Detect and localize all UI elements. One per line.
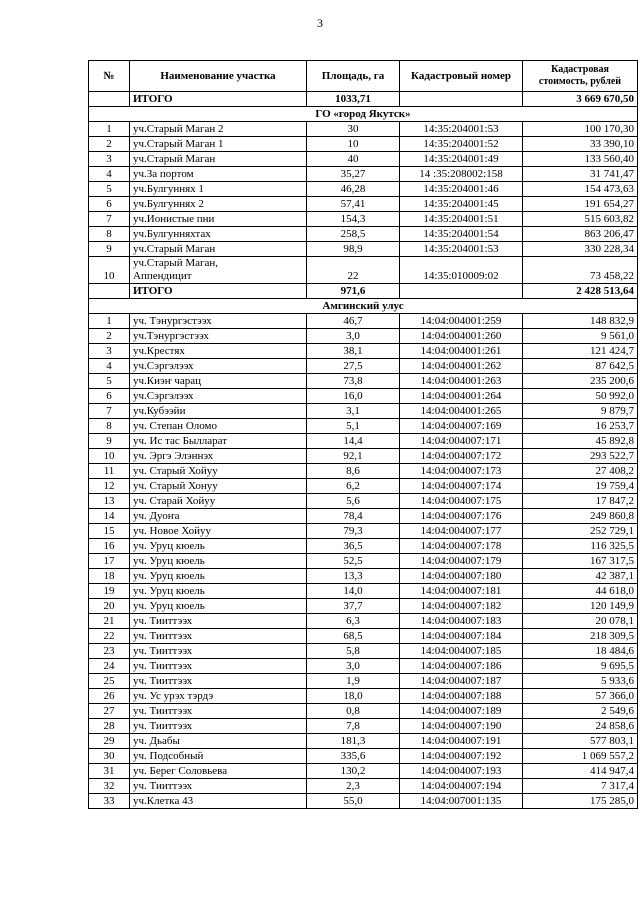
table-row	[89, 554, 638, 569]
cadastral-cost: 330 228,34	[523, 242, 638, 257]
cadastral-cost: 863 206,47	[523, 227, 638, 242]
header-name: Наименование участка	[130, 61, 307, 92]
cadastral-number: 14:04:004007:194	[400, 779, 523, 794]
cadastral-cost: 133 560,40	[523, 152, 638, 167]
table-row	[89, 197, 638, 212]
cadastral-cost: 9 561,0	[523, 329, 638, 344]
plot-area: 27,5	[307, 359, 400, 374]
row-number: 13	[89, 494, 130, 509]
cadastral-number: 14:04:004007:185	[400, 644, 523, 659]
cadastral-cost: 515 603,82	[523, 212, 638, 227]
plot-area: 78,4	[307, 509, 400, 524]
cadastral-number: 14:04:004007:169	[400, 419, 523, 434]
table-row	[89, 584, 638, 599]
plot-name: уч.Крестях	[130, 344, 307, 359]
cadastral-number: 14:35:204001:52	[400, 137, 523, 152]
cell-empty	[400, 92, 523, 107]
plot-name: уч. Старый Хойуу	[130, 464, 307, 479]
plot-area: 18,0	[307, 689, 400, 704]
plot-area: 3,1	[307, 404, 400, 419]
row-number: 11	[89, 464, 130, 479]
plot-area: 5,1	[307, 419, 400, 434]
table-row	[89, 212, 638, 227]
cell-empty	[400, 284, 523, 299]
plot-area: 181,3	[307, 734, 400, 749]
table-row	[89, 314, 638, 329]
plot-area: 98,9	[307, 242, 400, 257]
plot-name: уч.Старый Маган 1	[130, 137, 307, 152]
plot-area: 79,3	[307, 524, 400, 539]
table-row	[89, 539, 638, 554]
cadastral-number: 14:04:004007:175	[400, 494, 523, 509]
plot-name: уч. Тииттээх	[130, 644, 307, 659]
cadastral-number: 14:04:004001:265	[400, 404, 523, 419]
cadastral-cost: 44 618,0	[523, 584, 638, 599]
cadastral-cost: 7 317,4	[523, 779, 638, 794]
plot-name: уч. Тииттээх	[130, 719, 307, 734]
row-number: 1	[89, 314, 130, 329]
plot-area: 38,1	[307, 344, 400, 359]
plot-area: 154,3	[307, 212, 400, 227]
row-number: 19	[89, 584, 130, 599]
plot-area: 36,5	[307, 539, 400, 554]
plot-area: 7,8	[307, 719, 400, 734]
plot-area: 46,7	[307, 314, 400, 329]
plot-area: 130,2	[307, 764, 400, 779]
plot-area: 40	[307, 152, 400, 167]
row-number: 3	[89, 152, 130, 167]
plot-area: 52,5	[307, 554, 400, 569]
cadastral-number: 14:04:004007:172	[400, 449, 523, 464]
total-label: ИТОГО	[130, 284, 307, 299]
plot-name: уч. Эргэ Элэннэх	[130, 449, 307, 464]
plot-name: уч. Тииттээх	[130, 629, 307, 644]
plot-area: 5,8	[307, 644, 400, 659]
row-number: 22	[89, 629, 130, 644]
cadastral-number: 14:04:004007:188	[400, 689, 523, 704]
table-row	[89, 689, 638, 704]
table-row	[89, 764, 638, 779]
cadastral-cost: 167 317,5	[523, 554, 638, 569]
cadastral-cost: 252 729,1	[523, 524, 638, 539]
cadastral-cost: 27 408,2	[523, 464, 638, 479]
table-row	[89, 749, 638, 764]
row-number: 10	[89, 257, 130, 284]
table-row	[89, 434, 638, 449]
section-title: Амгинский улус	[89, 299, 638, 314]
cadastral-number: 14:04:004007:179	[400, 554, 523, 569]
cadastral-cost: 24 858,6	[523, 719, 638, 734]
row-number: 7	[89, 212, 130, 227]
plot-name: уч. Дьабы	[130, 734, 307, 749]
table-row	[89, 359, 638, 374]
plot-area: 14,4	[307, 434, 400, 449]
cadastral-number: 14:04:004001:264	[400, 389, 523, 404]
cadastral-number: 14:35:204001:49	[400, 152, 523, 167]
cell-empty	[89, 92, 130, 107]
table-row	[89, 719, 638, 734]
table-row	[89, 344, 638, 359]
table-header-row	[89, 61, 638, 92]
plot-name: уч.Булгунняхтах	[130, 227, 307, 242]
plot-area: 5,6	[307, 494, 400, 509]
total-cost: 2 428 513,64	[523, 284, 638, 299]
table-row	[89, 614, 638, 629]
table-row	[89, 242, 638, 257]
cadastral-cost: 73 458,22	[523, 257, 638, 284]
cadastral-number: 14:04:004001:260	[400, 329, 523, 344]
table-row	[89, 389, 638, 404]
cadastral-number: 14:04:004007:173	[400, 464, 523, 479]
plot-name: уч.За портом	[130, 167, 307, 182]
cadastral-cost: 121 424,7	[523, 344, 638, 359]
plot-name: уч. Уруц кюель	[130, 539, 307, 554]
cadastral-number: 14:04:004007:190	[400, 719, 523, 734]
plot-area: 3,0	[307, 329, 400, 344]
table-row	[89, 509, 638, 524]
cadastral-number: 14:04:004007:184	[400, 629, 523, 644]
cadastral-cost: 249 860,8	[523, 509, 638, 524]
row-number: 7	[89, 404, 130, 419]
plot-name: уч.Булгуннях 1	[130, 182, 307, 197]
header-cadastral-number: Кадастровый номер	[400, 61, 523, 92]
cadastral-cost: 175 285,0	[523, 794, 638, 809]
plot-name: уч.Клетка 43	[130, 794, 307, 809]
cadastral-cost: 1 069 557,2	[523, 749, 638, 764]
plot-name: уч.Старый Маган	[130, 152, 307, 167]
table-row	[89, 257, 638, 284]
row-number: 28	[89, 719, 130, 734]
table-row	[89, 779, 638, 794]
row-number: 30	[89, 749, 130, 764]
table-row	[89, 644, 638, 659]
cadastral-number: 14:35:204001:53	[400, 122, 523, 137]
cadastral-number: 14:35:204001:45	[400, 197, 523, 212]
plot-area: 3,0	[307, 659, 400, 674]
plot-area: 16,0	[307, 389, 400, 404]
cadastral-cost: 31 741,47	[523, 167, 638, 182]
cadastral-number: 14:04:004007:174	[400, 479, 523, 494]
plot-name: уч.Ионистые пни	[130, 212, 307, 227]
land-plots-table	[88, 60, 638, 809]
row-number: 6	[89, 389, 130, 404]
plot-name-line-2: Аппендицит	[133, 270, 192, 282]
row-number: 4	[89, 359, 130, 374]
plot-area: 68,5	[307, 629, 400, 644]
table-row	[89, 674, 638, 689]
plot-name: уч. Тииттээх	[130, 659, 307, 674]
row-number: 14	[89, 509, 130, 524]
row-number: 24	[89, 659, 130, 674]
plot-area: 14,0	[307, 584, 400, 599]
cadastral-cost: 9 695,5	[523, 659, 638, 674]
row-number: 23	[89, 644, 130, 659]
plot-name: уч.Тэнургэстээх	[130, 329, 307, 344]
row-number: 6	[89, 197, 130, 212]
row-number: 16	[89, 539, 130, 554]
table-row	[89, 404, 638, 419]
cadastral-number: 14:04:004001:262	[400, 359, 523, 374]
table-row	[89, 449, 638, 464]
plot-area: 35,27	[307, 167, 400, 182]
plot-name: уч. Дуоҥа	[130, 509, 307, 524]
plot-name: уч. Подсобный	[130, 749, 307, 764]
plot-area: 73,8	[307, 374, 400, 389]
cadastral-number: 14:04:004007:192	[400, 749, 523, 764]
cadastral-cost: 19 759,4	[523, 479, 638, 494]
cell-empty	[89, 284, 130, 299]
cadastral-number: 14:04:004007:176	[400, 509, 523, 524]
cadastral-cost: 191 654,27	[523, 197, 638, 212]
table-row	[89, 167, 638, 182]
cadastral-cost: 9 879,7	[523, 404, 638, 419]
plot-area: 258,5	[307, 227, 400, 242]
plot-area: 46,28	[307, 182, 400, 197]
table-row	[89, 374, 638, 389]
plot-area: 10	[307, 137, 400, 152]
cadastral-cost: 17 847,2	[523, 494, 638, 509]
cadastral-cost: 414 947,4	[523, 764, 638, 779]
table-row	[89, 419, 638, 434]
plot-name: уч.Киэҥ чарац	[130, 374, 307, 389]
cadastral-cost: 16 253,7	[523, 419, 638, 434]
cadastral-number: 14:04:004001:259	[400, 314, 523, 329]
row-number: 18	[89, 569, 130, 584]
table-row	[89, 137, 638, 152]
plot-name: уч. Тииттээх	[130, 674, 307, 689]
cadastral-cost: 42 387,1	[523, 569, 638, 584]
cadastral-cost: 116 325,5	[523, 539, 638, 554]
table-row	[89, 599, 638, 614]
total-area: 971,6	[307, 284, 400, 299]
table-row	[89, 464, 638, 479]
row-number: 8	[89, 227, 130, 242]
cadastral-cost: 33 390,10	[523, 137, 638, 152]
row-number: 2	[89, 329, 130, 344]
plot-area: 30	[307, 122, 400, 137]
row-number: 1	[89, 122, 130, 137]
plot-name: уч. Старай Хойуу	[130, 494, 307, 509]
plot-name: уч. Уруц кюель	[130, 584, 307, 599]
header-area: Площадь, га	[307, 61, 400, 92]
table-row	[89, 182, 638, 197]
plot-name: уч. Тииттээх	[130, 614, 307, 629]
row-number: 10	[89, 449, 130, 464]
plot-name: уч.Старый Маган 2	[130, 122, 307, 137]
plot-area: 335,6	[307, 749, 400, 764]
cadastral-number: 14:35:204001:54	[400, 227, 523, 242]
plot-area: 92,1	[307, 449, 400, 464]
row-number: 5	[89, 182, 130, 197]
plot-area: 22	[307, 257, 400, 284]
plot-name: уч. Тэнургэстээх	[130, 314, 307, 329]
row-number: 17	[89, 554, 130, 569]
table-row	[89, 704, 638, 719]
cadastral-number: 14:04:004007:186	[400, 659, 523, 674]
cadastral-number: 14:04:004007:187	[400, 674, 523, 689]
top-total-row	[89, 92, 638, 107]
row-number: 27	[89, 704, 130, 719]
table-row	[89, 659, 638, 674]
row-number: 20	[89, 599, 130, 614]
cadastral-number: 14:04:004007:178	[400, 539, 523, 554]
plot-name: уч.Сэргэлээх	[130, 389, 307, 404]
cadastral-number: 14:04:004007:193	[400, 764, 523, 779]
cadastral-cost: 218 309,5	[523, 629, 638, 644]
section-heading-yakutsk	[89, 107, 638, 122]
plot-name: уч. Тииттээх	[130, 704, 307, 719]
cadastral-cost: 18 484,6	[523, 644, 638, 659]
plot-name-line-1: уч.Старый Маган,	[133, 257, 219, 269]
total-label: ИТОГО	[130, 92, 307, 107]
plot-name: уч. Уруц кюель	[130, 569, 307, 584]
row-number: 12	[89, 479, 130, 494]
plot-name: уч. Ус урэх тэрдэ	[130, 689, 307, 704]
section-total-row	[89, 284, 638, 299]
cadastral-cost: 50 992,0	[523, 389, 638, 404]
plot-area: 0,8	[307, 704, 400, 719]
row-number: 26	[89, 689, 130, 704]
cadastral-cost: 2 549,6	[523, 704, 638, 719]
row-number: 33	[89, 794, 130, 809]
plot-area: 57,41	[307, 197, 400, 212]
plot-area: 8,6	[307, 464, 400, 479]
table-row	[89, 569, 638, 584]
cadastral-number: 14:04:004007:189	[400, 704, 523, 719]
table-row	[89, 479, 638, 494]
plot-name: уч. Новое Хойуу	[130, 524, 307, 539]
cadastral-cost: 87 642,5	[523, 359, 638, 374]
plot-area: 55,0	[307, 794, 400, 809]
cadastral-cost: 5 933,6	[523, 674, 638, 689]
row-number: 2	[89, 137, 130, 152]
table-row	[89, 152, 638, 167]
cadastral-number: 14:04:004007:181	[400, 584, 523, 599]
plot-name: уч. Ис тас Былларат	[130, 434, 307, 449]
table-row	[89, 329, 638, 344]
plot-name: уч. Старый Хонуу	[130, 479, 307, 494]
row-number: 4	[89, 167, 130, 182]
table-row	[89, 494, 638, 509]
cadastral-number: 14:04:004007:180	[400, 569, 523, 584]
plot-area: 2,3	[307, 779, 400, 794]
row-number: 3	[89, 344, 130, 359]
cadastral-number: 14:04:004007:183	[400, 614, 523, 629]
plot-name	[130, 257, 307, 284]
header-no: №	[89, 61, 130, 92]
section-heading-amga	[89, 299, 638, 314]
table-row	[89, 227, 638, 242]
cadastral-cost: 235 200,6	[523, 374, 638, 389]
plot-name: уч. Уруц кюель	[130, 599, 307, 614]
cadastral-number: 14:04:004007:191	[400, 734, 523, 749]
plot-name: уч. Степан Оломо	[130, 419, 307, 434]
plot-name: уч. Берег Соловьева	[130, 764, 307, 779]
row-number: 31	[89, 764, 130, 779]
cadastral-number: 14:35:204001:53	[400, 242, 523, 257]
plot-name: уч.Булгуннях 2	[130, 197, 307, 212]
plot-area: 13,3	[307, 569, 400, 584]
row-number: 9	[89, 242, 130, 257]
row-number: 21	[89, 614, 130, 629]
cadastral-number: 14:04:004007:171	[400, 434, 523, 449]
table-row	[89, 794, 638, 809]
page-number: 3	[317, 16, 323, 30]
row-number: 25	[89, 674, 130, 689]
cadastral-cost: 148 832,9	[523, 314, 638, 329]
table-row	[89, 734, 638, 749]
table-body	[89, 92, 638, 809]
cadastral-cost: 293 522,7	[523, 449, 638, 464]
cadastral-number: 14:35:204001:46	[400, 182, 523, 197]
plot-name: уч. Уруц кюель	[130, 554, 307, 569]
plot-name: уч.Старый Маган	[130, 242, 307, 257]
row-number: 8	[89, 419, 130, 434]
cadastral-cost: 57 366,0	[523, 689, 638, 704]
cadastral-cost: 20 078,1	[523, 614, 638, 629]
plot-area: 6,2	[307, 479, 400, 494]
row-number: 15	[89, 524, 130, 539]
cadastral-number: 14:04:004007:177	[400, 524, 523, 539]
cadastral-cost: 45 892,8	[523, 434, 638, 449]
plot-name: уч.Сэргэлээх	[130, 359, 307, 374]
plot-name: уч. Тииттээх	[130, 779, 307, 794]
total-cost: 3 669 670,50	[523, 92, 638, 107]
plot-area: 1,9	[307, 674, 400, 689]
cadastral-number: 14:04:004001:261	[400, 344, 523, 359]
cadastral-cost: 154 473,63	[523, 182, 638, 197]
plot-name: уч.Кубээйи	[130, 404, 307, 419]
row-number: 9	[89, 434, 130, 449]
cadastral-number: 14:04:004007:182	[400, 599, 523, 614]
table-row	[89, 629, 638, 644]
cadastral-number: 14 :35:208002:158	[400, 167, 523, 182]
row-number: 32	[89, 779, 130, 794]
row-number: 29	[89, 734, 130, 749]
plot-area: 37,7	[307, 599, 400, 614]
section-title: ГО «город Якутск»	[89, 107, 638, 122]
header-cadastral-cost: Кадастровая стоимость, рублей	[523, 61, 638, 92]
cadastral-cost: 120 149,9	[523, 599, 638, 614]
cadastral-number: 14:35:204001:51	[400, 212, 523, 227]
table-row	[89, 524, 638, 539]
cadastral-number: 14:04:004001:263	[400, 374, 523, 389]
row-number: 5	[89, 374, 130, 389]
cadastral-number: 14:35:010009:02	[400, 257, 523, 284]
total-area: 1033,71	[307, 92, 400, 107]
cadastral-cost: 100 170,30	[523, 122, 638, 137]
cadastral-cost: 577 803,1	[523, 734, 638, 749]
table-row	[89, 122, 638, 137]
cadastral-number: 14:04:007001:135	[400, 794, 523, 809]
plot-area: 6,3	[307, 614, 400, 629]
